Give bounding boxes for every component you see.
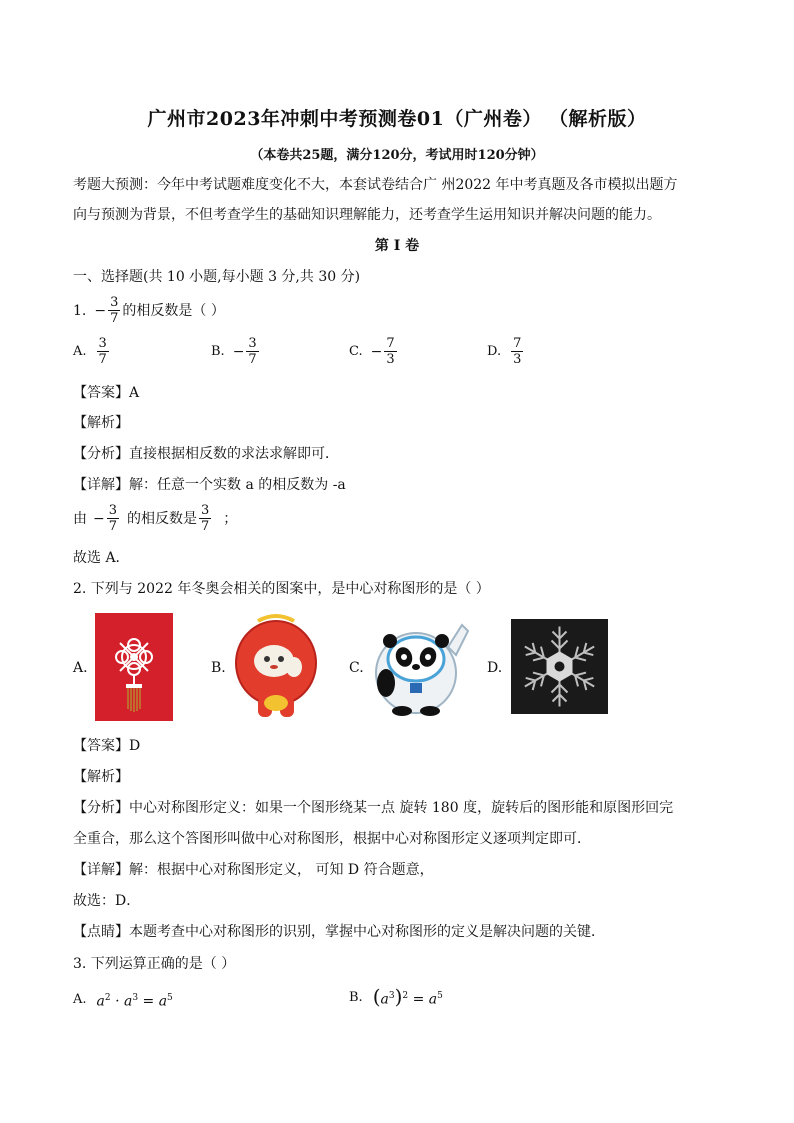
q1-option-b [211,336,261,367]
detail-end: ； [223,510,238,527]
q1-sign: − [94,302,107,319]
detail-den-1: 7 [108,519,118,534]
q2-answer: 【答案】D [73,738,141,754]
option-fraction [97,336,109,367]
q2-stem: 2. 下列与 2022 年冬奥会相关的图案中，是中心对称图形的是（ ） [73,581,490,597]
q2-analysis-1: 【分析】中心对称图形定义：如果一个图形绕某一点 旋转 180 度，旋转后的图形能和原图形回完 [73,800,674,816]
q3-option-a [73,989,173,1011]
option-num: 7 [386,336,395,351]
detail-mid: 的相反数是 [127,510,198,527]
q1-option-c [349,336,399,367]
q1-option-a [73,336,111,367]
q2-analysis-title: 【解析】 [73,769,129,785]
option-den: 3 [513,352,522,367]
detail-fraction-1 [107,503,119,534]
q1-stem-suffix: 的相反数是（ ） [122,302,225,319]
q1-fraction-num: 3 [110,295,119,310]
option-num: 3 [98,336,107,351]
detail-den-2: 7 [201,519,210,534]
option-label: A. [73,991,87,1007]
q1-answer: 【答案】A [73,385,140,401]
q2-option-a-label: A. [73,660,88,676]
detail-sign: − [93,510,105,527]
detail-prefix: 由 [73,510,87,527]
option-label: C. [349,343,363,359]
q1-fraction [108,295,120,326]
option-fraction [384,336,396,367]
detail-num-2: 3 [201,503,210,518]
chinese-knot-poster-image [95,613,173,721]
option-label: B. [211,343,225,359]
q3-option-a-formula: $a^2 \cdot a^3 = a^5$ [96,993,173,1010]
q1-detail-2 [73,503,237,534]
option-label: B. [349,989,363,1005]
option-den: 7 [248,352,257,367]
q2-detail: 【详解】解：根据中心对称图形定义， 可知 D 符合题意， [73,862,434,878]
detail-num-1: 3 [108,503,118,518]
q1-analysis-title: 【解析】 [73,415,129,431]
q2-choose: 故选：D． [73,893,141,909]
q1-option-d [487,336,525,367]
volume-heading: 第 I 卷 [374,238,420,254]
option-num: 3 [248,336,257,351]
bing-dwen-dwen-mascot-image [364,617,470,717]
q3-option-b [349,984,443,1009]
section-heading: 一、选择题(共 10 小题,每小题 3 分,共 30 分) [73,269,361,285]
option-den: 3 [386,352,395,367]
shuey-rhon-rhon-mascot-image [228,611,324,723]
q1-fraction-den: 7 [110,311,119,326]
intro-line-1: 考题大预测：今年中考试题难度变化不大，本套试卷结合广 州2022 年中考真题及各市模拟出题方 [73,177,678,193]
option-den: 7 [98,352,107,367]
q3-option-b-formula: $(a^3)^2 = a^5$ [372,984,443,1009]
page-subtitle: （本卷共25题，满分120分，考试用时120分钟） [250,148,544,163]
intro-line-2: 向与预测为背景，不但考查学生的基础知识理解能力，还考查学生运用知识并解决问题的能力。 [73,207,661,223]
option-sign: − [370,343,383,360]
q1-detail: 【详解】解：任意一个实数 a 的相反数为 -a [73,477,346,493]
snowflake-emblem-image [511,619,608,714]
q2-note: 【点睛】本题考查中心对称图形的识别，掌握中心对称图形的定义是解决问题的关键． [73,924,605,940]
detail-fraction-2 [199,503,211,534]
q1-choose: 故选 A． [73,550,130,566]
option-fraction [511,336,523,367]
q2-analysis-2: 全重合，那么这个答图形叫做中心对称图形，根据中心对称图形定义逐项判定即可． [73,831,591,847]
q1-analysis: 【分析】直接根据相反数的求法求解即可． [73,446,339,462]
option-sign: − [232,343,245,360]
option-num: 7 [513,336,522,351]
q1-number: 1. [73,302,87,319]
q2-option-d-label: D. [487,660,503,676]
option-fraction [246,336,258,367]
option-label: A. [73,343,87,359]
q2-option-c-label: C. [349,660,364,676]
option-label: D. [487,343,502,359]
q2-option-b-label: B. [211,660,226,676]
q3-stem: 3. 下列运算正确的是（ ） [73,956,236,972]
q1-stem [73,295,225,326]
page-title: 广州市2023年冲刺中考预测卷01（广州卷） （解析版） [147,108,647,130]
